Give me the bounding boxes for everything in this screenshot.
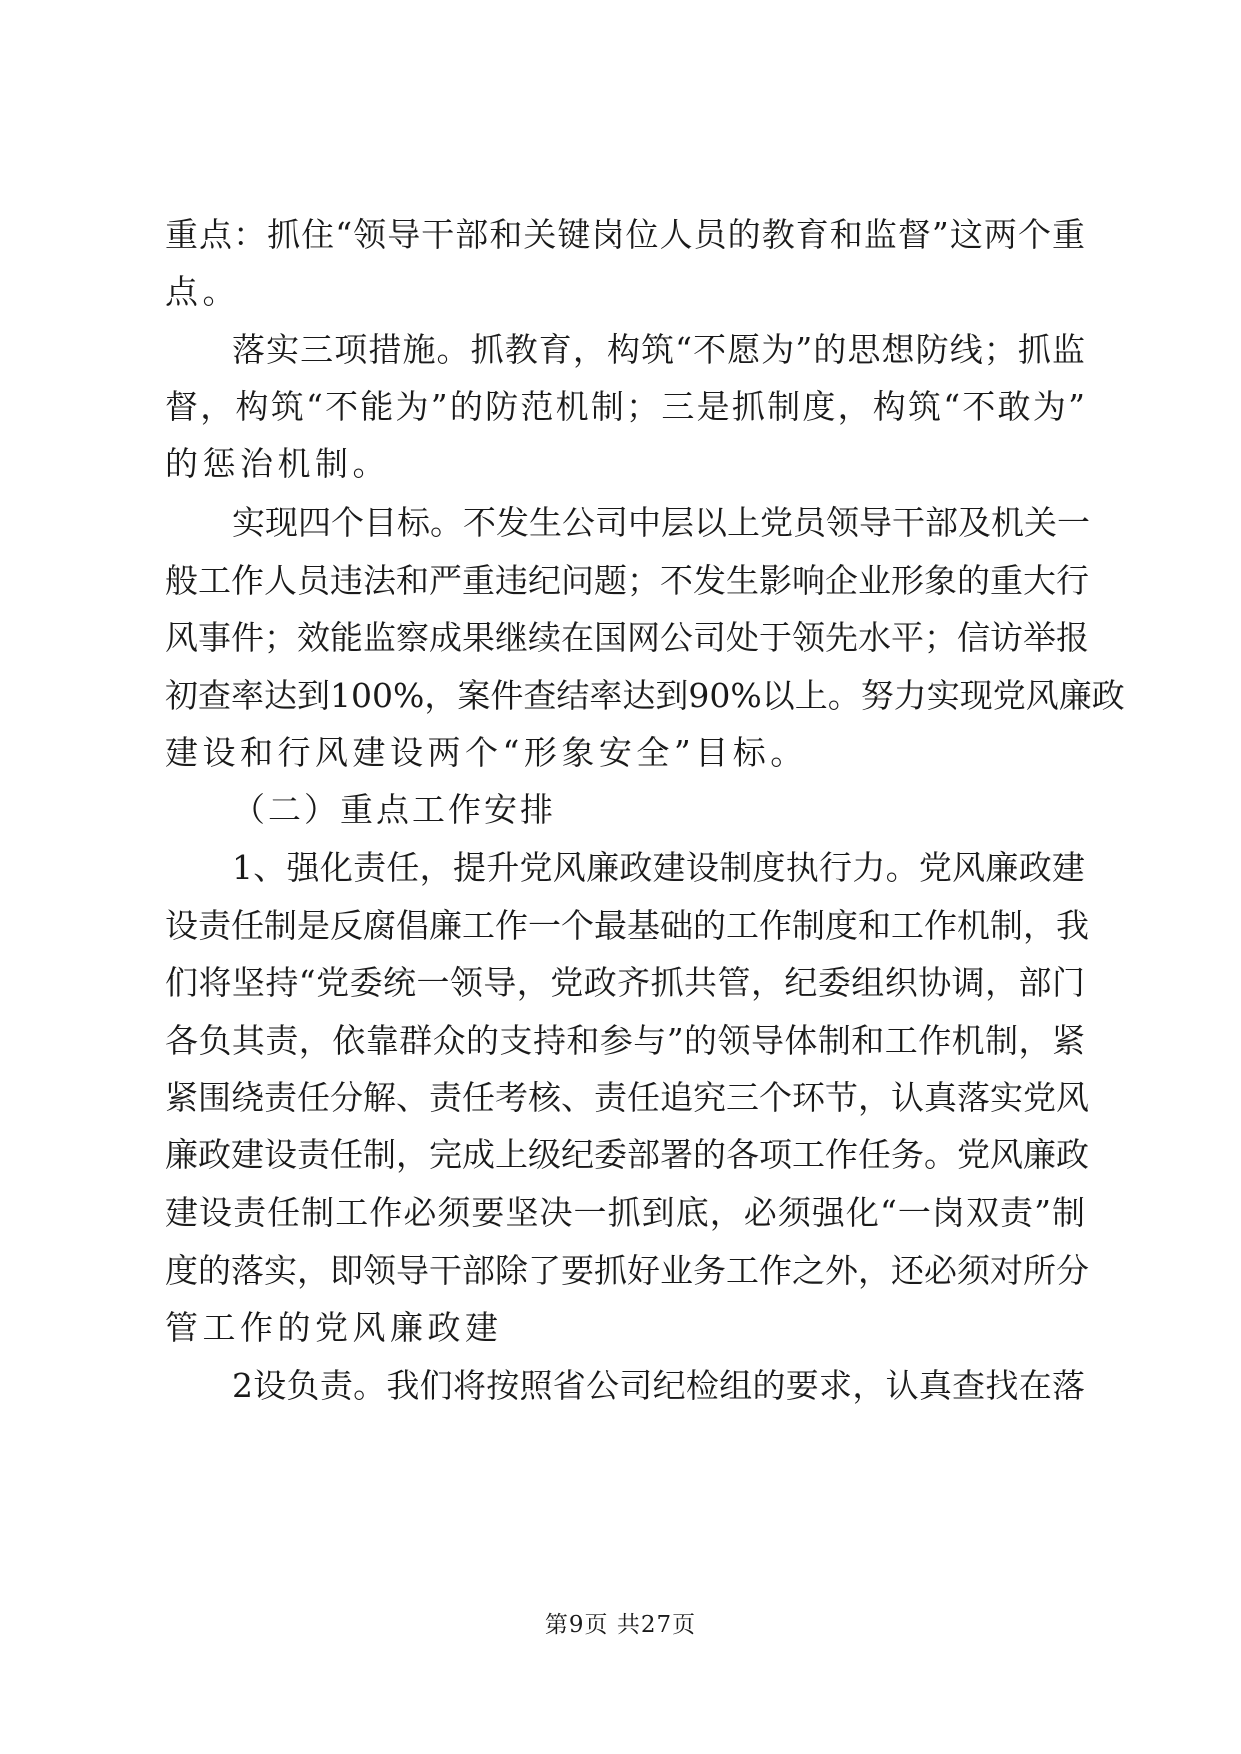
text-line: 1、强化责任，提升党风廉政建设制度执行力。党风廉政建 — [232, 848, 1085, 887]
text-line: 设责任制是反腐倡廉工作一个最基础的工作制度和工作机制，我 — [165, 906, 1089, 945]
text-line: 般工作人员违法和严重违纪问题；不发生影响企业形象的重大行 — [165, 561, 1089, 600]
text-line: 建设责任制工作必须要坚决一抓到底，必须强化“一岗双责”制 — [165, 1193, 1085, 1232]
text-line: 2设负责。我们将按照省公司纪检组的要求，认真查找在落 — [232, 1366, 1085, 1405]
page-number-footer: 第9页 共27页 — [544, 1612, 697, 1638]
text-line: 廉政建设责任制，完成上级纪委部署的各项工作任务。党风廉政 — [165, 1135, 1089, 1174]
text-line: 重点：抓住“领导干部和关键岗位人员的教育和监督”这两个重 — [165, 215, 1085, 254]
text-line: 们将坚持“党委统一领导，党政齐抓共管，纪委组织协调，部门 — [165, 963, 1085, 1002]
section-heading: （二）重点工作安排 — [232, 790, 556, 829]
text-line: 管工作的党风廉政建 — [165, 1308, 503, 1347]
text-line: 紧围绕责任分解、责任考核、责任追究三个环节，认真落实党风 — [165, 1078, 1089, 1117]
text-line: 督，构筑“不能为”的防范机制；三是抓制度，构筑“不敢为” — [165, 387, 1085, 426]
text-line: 风事件；效能监察成果继续在国网公司处于领先水平；信访举报 — [165, 618, 1089, 657]
text-line: 的惩治机制。 — [165, 444, 390, 483]
text-line: 实现四个目标。不发生公司中层以上党员领导干部及机关一 — [232, 503, 1090, 542]
text-line: 度的落实，即领导干部除了要抓好业务工作之外，还必须对所分 — [165, 1251, 1089, 1290]
text-line: 落实三项措施。抓教育，构筑“不愿为”的思想防线；抓监 — [232, 330, 1085, 369]
text-line: 初查率达到100%，案件查结率达到90%以上。努力实现党风廉政 — [165, 676, 1125, 715]
text-line: 建设和行风建设两个“形象安全”目标。 — [165, 733, 808, 772]
text-line: 各负其责，依靠群众的支持和参与”的领导体制和工作机制，紧 — [165, 1021, 1085, 1060]
text-line: 点。 — [165, 272, 240, 311]
